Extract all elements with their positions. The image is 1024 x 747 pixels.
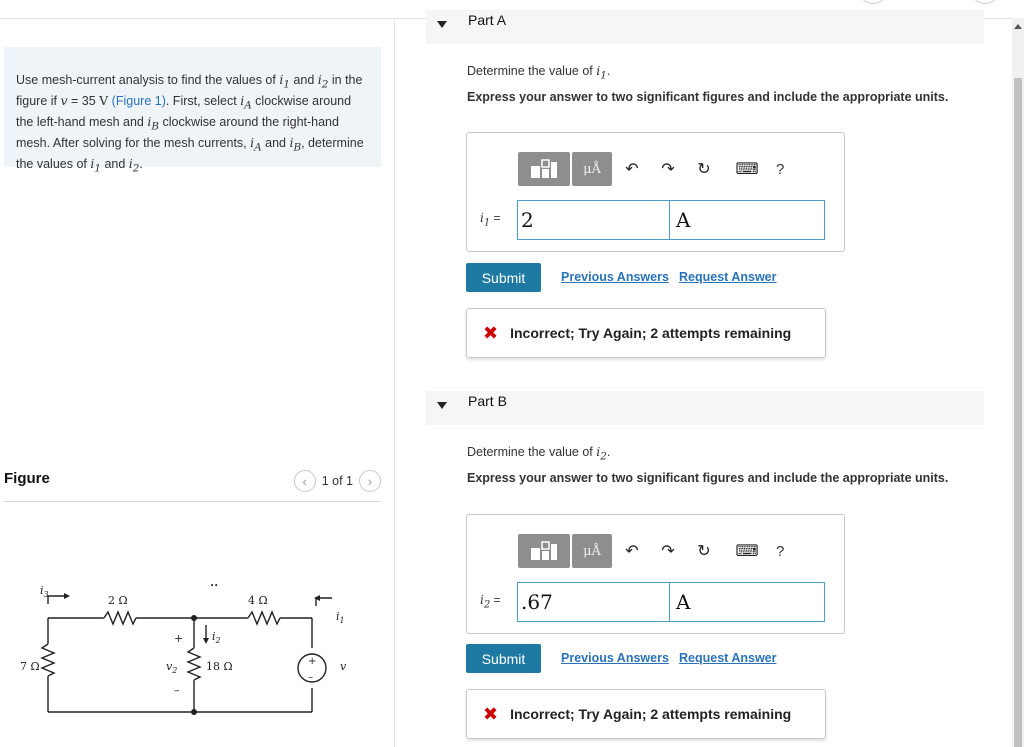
keyboard-icon: ⌨ [735, 543, 759, 560]
help-icon: ? [776, 160, 785, 178]
redo-icon: ↷ [661, 543, 675, 560]
svg-text:i2: $i_2$ [212, 630, 221, 645]
resistor-18-label: 18 Ω [206, 660, 233, 673]
submit-button[interactable]: Submit [466, 644, 541, 673]
undo-button[interactable] [614, 159, 650, 179]
unit-input[interactable]: A [669, 582, 825, 622]
reset-icon: ↻ [697, 161, 711, 178]
svg-text:i3: $i_3$ [40, 584, 49, 599]
value-input[interactable]: .67 [517, 582, 670, 622]
figure-header [4, 466, 381, 502]
redo-icon: ↷ [661, 161, 675, 178]
redo-button[interactable] [650, 541, 686, 561]
mu-angstrom-icon: μÅ [583, 543, 601, 559]
feedback-text: Incorrect; Try Again; 2 attempts remaining [510, 706, 792, 722]
unit-input[interactable]: A [669, 200, 825, 240]
svg-text:••: •• [210, 582, 219, 590]
previous-answers-link[interactable]: Previous Answers [561, 651, 669, 665]
previous-answers-link[interactable]: Previous Answers [561, 270, 669, 284]
template-icon [529, 158, 559, 180]
keyboard-icon: ⌨ [735, 161, 759, 178]
units-button[interactable] [572, 534, 612, 568]
redo-button[interactable] [650, 159, 686, 179]
answer-label: $i_1$ = [480, 211, 501, 229]
incorrect-icon: ✖ [483, 703, 499, 724]
top-circle-button[interactable] [972, 0, 998, 4]
collapse-triangle-icon [437, 21, 447, 28]
next-figure-button[interactable] [359, 470, 381, 492]
answer-row [480, 200, 825, 240]
scrollbar[interactable] [1012, 18, 1024, 747]
svg-text:v2: $v_2$ [166, 660, 178, 675]
templates-button[interactable] [518, 152, 570, 186]
help-button[interactable] [776, 543, 784, 560]
part-b-instructions: Express your answer to two significant figures and include the appropriate units. [467, 471, 949, 485]
part-a-title: Part A [468, 12, 507, 28]
undo-icon: ↶ [625, 543, 639, 560]
math-toolbar [518, 534, 784, 568]
part-b-answer-box [466, 514, 845, 634]
prev-figure-button[interactable] [294, 470, 316, 492]
scroll-thumb[interactable] [1014, 78, 1022, 747]
feedback-box [466, 308, 826, 358]
units-button[interactable] [572, 152, 612, 186]
template-icon [529, 540, 559, 562]
feedback-box [466, 689, 826, 739]
part-a-instructions: Express your answer to two significant figures and include the appropriate units. [467, 90, 949, 104]
answer-label: $i_2$ = [480, 593, 501, 611]
submit-button[interactable]: Submit [466, 263, 541, 292]
part-a-question: Determine the value of $i_1$. [467, 63, 611, 82]
collapse-triangle-icon [437, 402, 447, 409]
mu-angstrom-icon: μÅ [583, 161, 601, 177]
request-answer-link[interactable]: Request Answer [679, 270, 777, 284]
pager-text: 1 of 1 [321, 474, 353, 488]
problem-statement: Use mesh-current analysis to find the values of $i_1$ and $i_2$ in the figure if v = 35 V (Figure 1). First, select $i_A$ clockwise around the left-hand mesh and $i_B$ clockwise around the right-hand mesh. After solving for the mesh currents, $i_A$ and $i_B$, determine the values of $i_1$ and $i_2$. [4, 47, 381, 167]
figure-title: Figure [4, 470, 50, 487]
templates-button[interactable] [518, 534, 570, 568]
feedback-text: Incorrect; Try Again; 2 attempts remaining [510, 325, 792, 341]
part-b-title: Part B [468, 393, 507, 409]
keyboard-button[interactable] [722, 541, 772, 561]
panel-divider [394, 18, 395, 747]
help-icon: ? [776, 542, 785, 560]
figure-link[interactable]: (Figure 1) [111, 94, 166, 108]
circuit-diagram [20, 570, 380, 730]
svg-text:+: + [308, 656, 317, 667]
svg-text:+: + [174, 632, 184, 645]
chevron-left-icon: ‹ [302, 473, 307, 489]
answer-row [480, 582, 825, 622]
part-b-header[interactable] [426, 391, 984, 425]
request-answer-link[interactable]: Request Answer [679, 651, 777, 665]
resistor-7-label: 7 Ω [20, 660, 40, 673]
scroll-up-icon[interactable] [1014, 24, 1022, 29]
reset-icon: ↻ [697, 543, 711, 560]
part-b-question: Determine the value of $i_2$. [467, 444, 611, 463]
help-button[interactable] [776, 161, 784, 178]
reset-button[interactable] [686, 541, 722, 561]
undo-icon: ↶ [625, 161, 639, 178]
part-a-answer-box [466, 132, 845, 252]
undo-button[interactable] [614, 541, 650, 561]
svg-text:v: v [340, 660, 347, 673]
incorrect-icon: ✖ [483, 322, 499, 343]
resistor-2-label: 2 Ω [108, 594, 128, 607]
value-input[interactable]: 2 [517, 200, 670, 240]
keyboard-button[interactable] [722, 159, 772, 179]
svg-text:–: – [174, 684, 180, 697]
part-a-header[interactable] [426, 10, 984, 44]
figure-pager [294, 470, 381, 492]
chevron-right-icon: › [367, 473, 373, 489]
reset-button[interactable] [686, 159, 722, 179]
svg-text:–: – [308, 672, 313, 683]
top-circle-button[interactable] [860, 0, 886, 4]
math-toolbar [518, 152, 784, 186]
resistor-4-label: 4 Ω [248, 594, 268, 607]
left-panel [0, 0, 395, 747]
svg-text:i1: $i_1$ [336, 610, 345, 625]
